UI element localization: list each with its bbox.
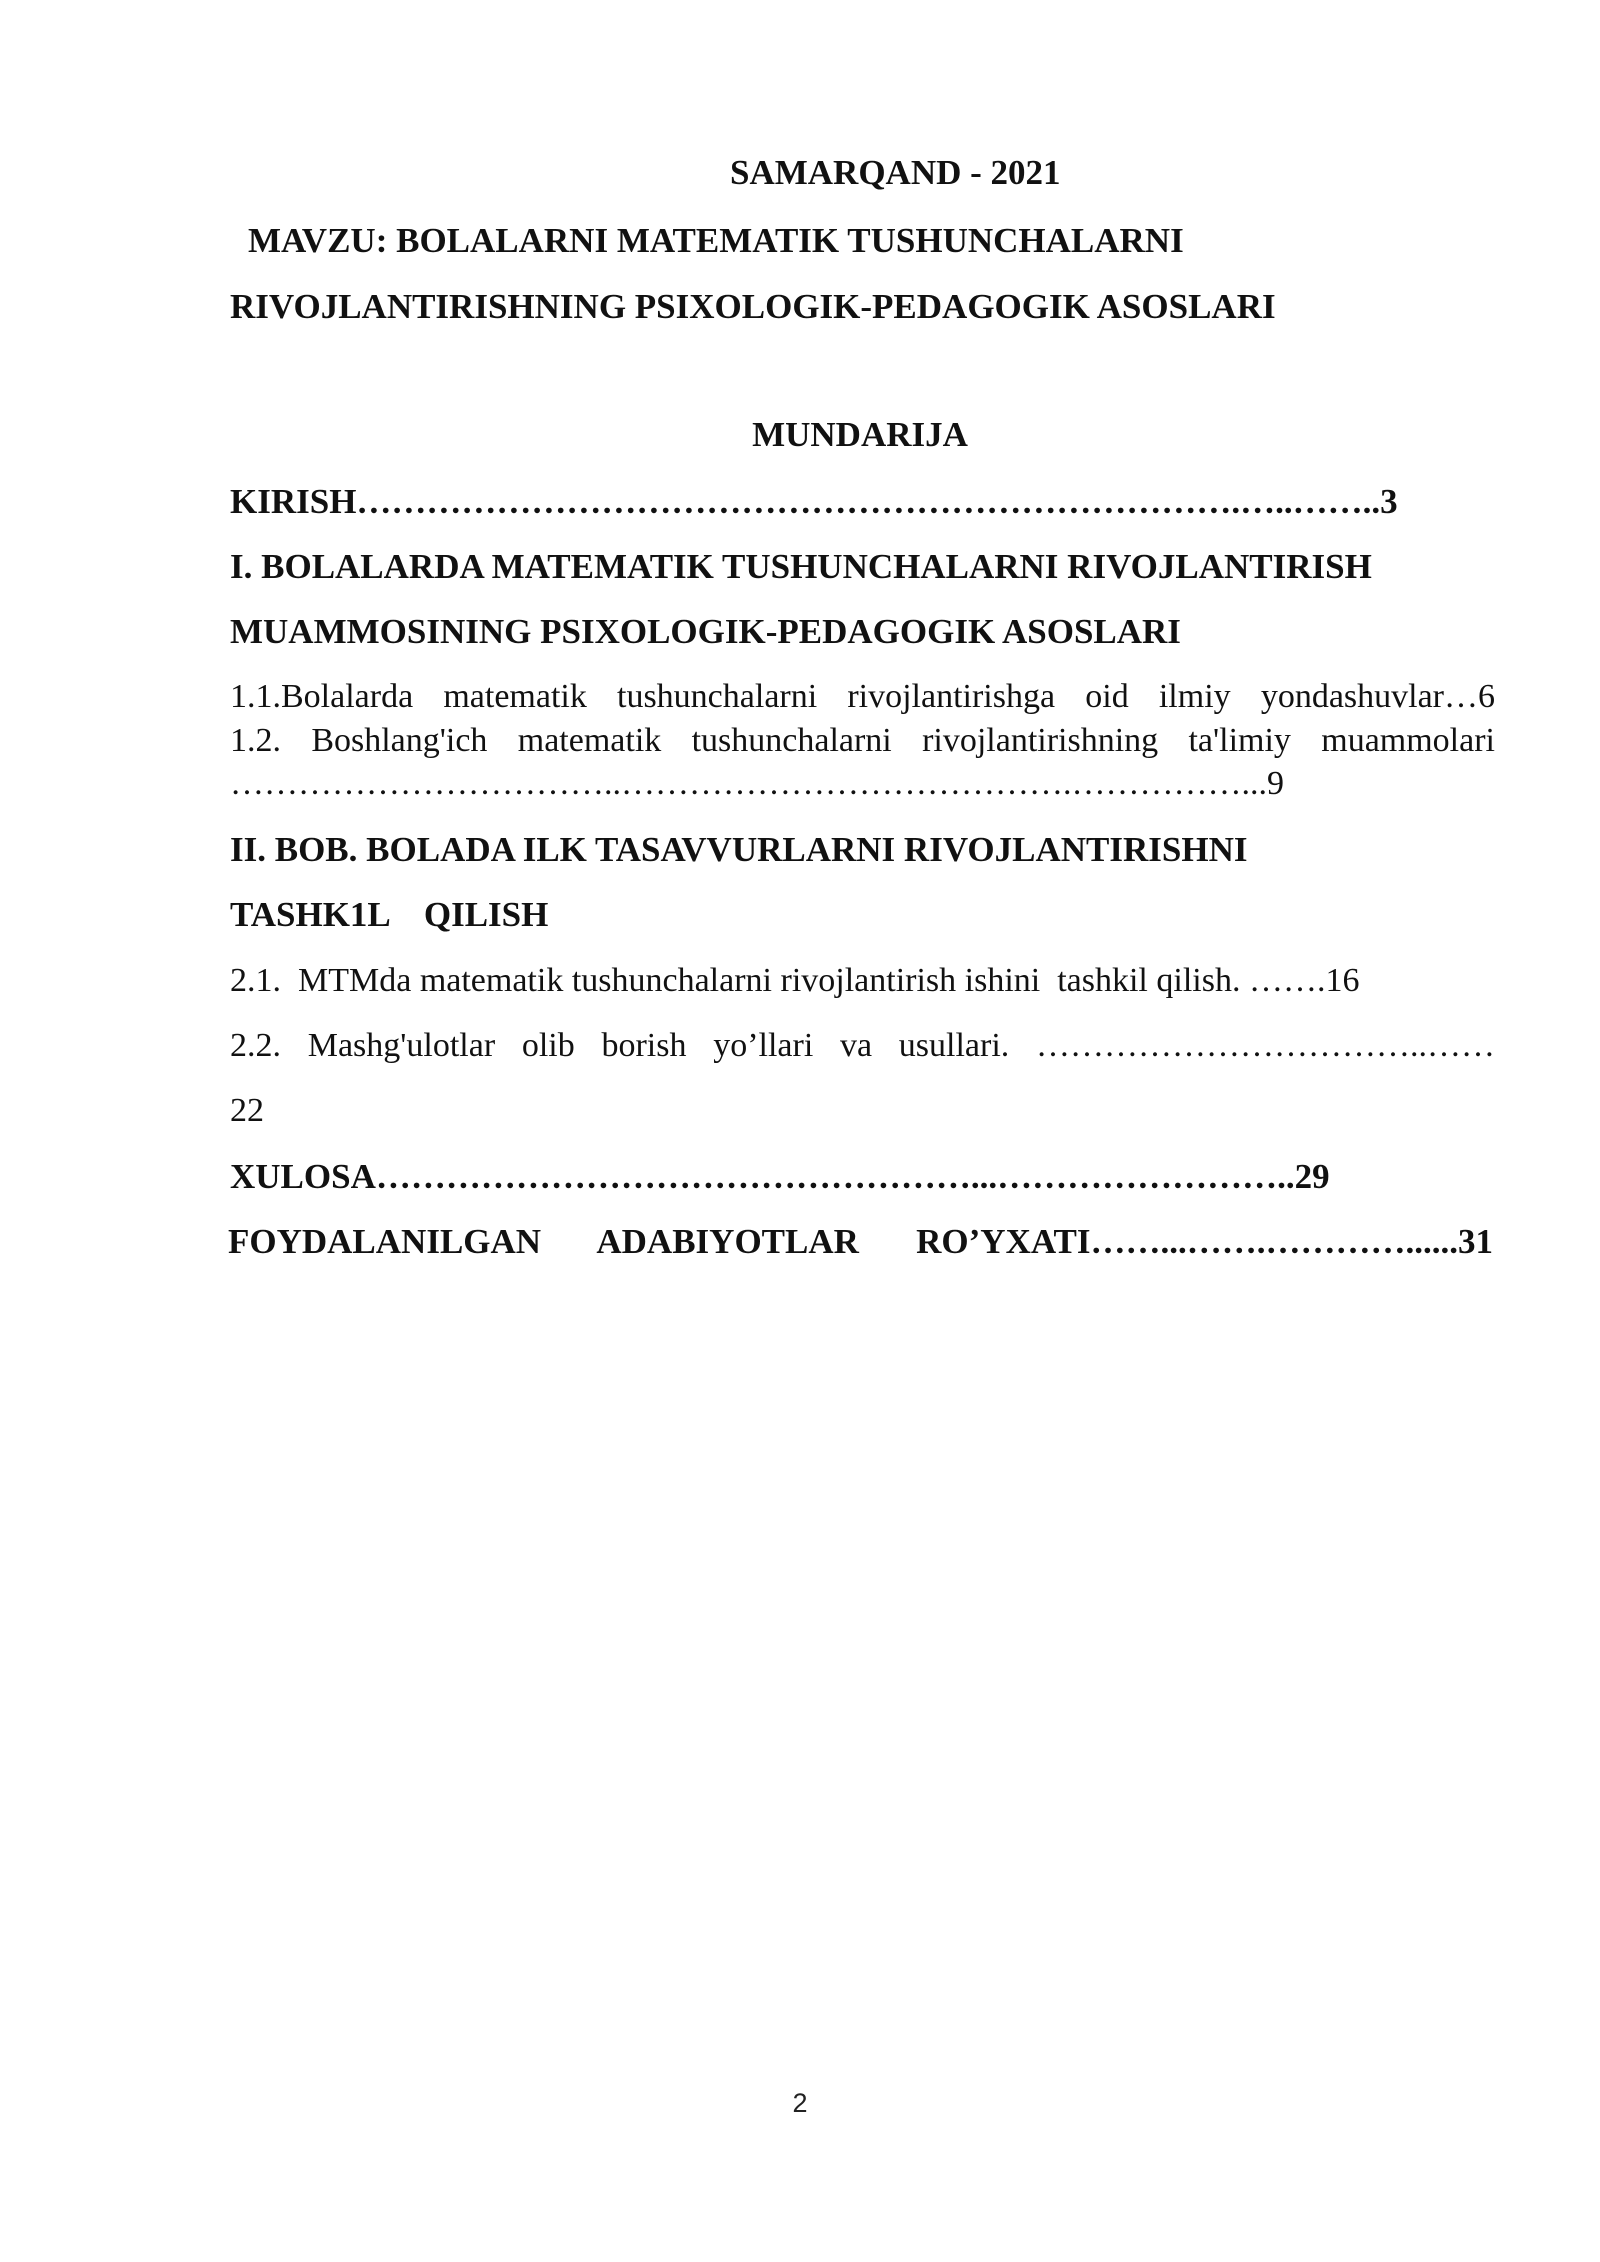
topic-line-2: RIVOJLANTIRISHNING PSIXOLOGIK-PEDAGOGIK ASOSLARI	[230, 287, 1276, 326]
toc-item-1-1: 1.1.Bolalarda matematik tushunchalarni rivojlantirishga oid ilmiy yondashuvlar…6	[230, 678, 1495, 715]
toc-item-2-2-line-1: 2.2. Mashg'ulotlar olib borish yo’llari va usullari. ……………………………..……	[230, 1027, 1495, 1064]
city-year: SAMARQAND - 2021	[730, 153, 1061, 192]
topic-line-1: MAVZU: BOLALARNI MATEMATIK TUSHUNCHALARNI	[248, 221, 1184, 260]
toc-chapter-1-line-2: MUAMMOSINING PSIXOLOGIK-PEDAGOGIK ASOSLARI	[230, 612, 1181, 651]
toc-item-1-2-line-2: ……………………………..………………………………….……………...9	[230, 765, 1284, 802]
toc-xulosa: XULOSA……………………………………………...……………………..29	[230, 1157, 1330, 1196]
toc-item-1-2-line-1: 1.2. Boshlang'ich matematik tushunchalarni rivojlantirishning ta'limiy muammolari	[230, 722, 1495, 759]
page-number: 2	[792, 2088, 808, 2118]
toc-chapter-1-line-1: I. BOLALARDA MATEMATIK TUSHUNCHALARNI RIVOJLANTIRISH	[230, 547, 1372, 586]
toc-chapter-2-line-1: II. BOB. BOLADA ILK TASAVVURLARNI RIVOJLANTIRISHNI	[230, 830, 1248, 869]
toc-chapter-2-line-2: TASHK1L QILISH	[230, 895, 549, 934]
toc-kirish: KIRISH………………………………………………………………….…..……..3	[230, 482, 1398, 521]
toc-item-2-1: 2.1. MTMda matematik tushunchalarni rivojlantirish ishini tashkil qilish. …….16	[230, 962, 1360, 999]
toc-title: MUNDARIJA	[752, 415, 968, 454]
toc-item-2-2-line-2: 22	[230, 1092, 264, 1129]
toc-references: FOYDALANILGAN ADABIYOTLAR RO’YXATI……...…….…………......31	[228, 1222, 1493, 1261]
